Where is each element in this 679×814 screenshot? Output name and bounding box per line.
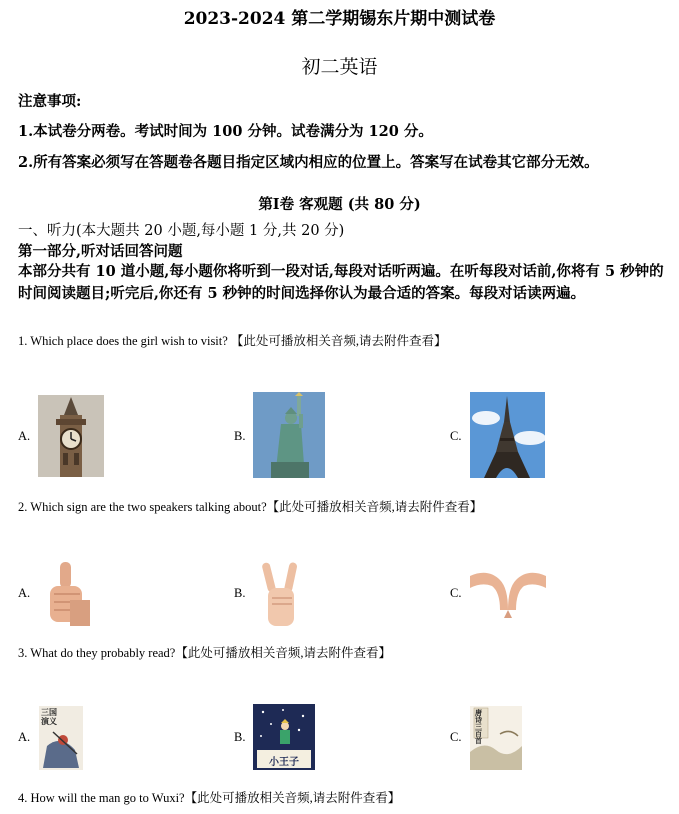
exam-title: 2023-2024 第二学期锡东片期中测试卷	[183, 9, 496, 29]
three-kingdoms-book-image	[39, 706, 83, 770]
option-label: C.	[450, 586, 462, 600]
notice-heading: 注意事项:	[18, 93, 82, 110]
book-cover-title: 唐诗三百首	[475, 708, 482, 745]
instructions: 本部分共有 10 道小题,每小题你将听到一段对话,每段对话听两遍。在听每段对话前,你将有 5 秒钟的时间阅读题目;听完后,你还有 5 秒钟的时间选择你认为最合适的答案。每段对话读两遍。	[18, 263, 664, 302]
book-cover-title: 小王子	[269, 757, 299, 768]
question-1: 1. Which place does the girl wish to visit? 【此处可播放相关音频,请去附件查看】	[18, 334, 447, 348]
sub-heading: 第一部分,听对话回答问题	[18, 243, 183, 260]
option-label: C.	[450, 429, 462, 443]
big-ben-image	[38, 395, 104, 477]
option-label: A.	[18, 429, 31, 443]
exam-subtitle: 初二英语	[301, 56, 378, 78]
option-label: C.	[450, 730, 462, 744]
question-2: 2. Which sign are the two speakers talking about?【此处可播放相关音频,请去附件查看】	[18, 500, 483, 514]
option-label: A.	[18, 730, 31, 744]
victory-sign-image	[262, 560, 302, 626]
part-heading: 一、听力(本大题共 20 小题,每小题 1 分,共 20 分)	[18, 223, 345, 239]
option-label: B.	[234, 429, 246, 443]
tang-poems-book-image	[470, 706, 522, 770]
option-label: A.	[18, 586, 31, 600]
question-4: 4. How will the man go to Wuxi?【此处可播放相关音频,请去附件查看】	[18, 791, 401, 805]
question-3: 3. What do they probably read?【此处可播放相关音频,请去附件查看】	[18, 646, 391, 660]
little-prince-book-image	[253, 704, 315, 770]
option-label: B.	[234, 730, 246, 744]
eiffel-tower-image	[470, 392, 545, 478]
book-cover-title: 三国演义	[41, 707, 57, 726]
option-label: B.	[234, 586, 246, 600]
statue-of-liberty-image	[253, 392, 325, 478]
notice-item: 1.本试卷分两卷。考试时间为 100 分钟。试卷满分为 120 分。	[18, 123, 433, 140]
volume-heading: 第Ⅰ卷 客观题 (共 80 分)	[258, 196, 421, 213]
notice-item: 2.所有答案必须写在答题卷各题目指定区域内相应的位置上。答案写在试卷其它部分无效。	[18, 154, 599, 171]
heart-hands-image	[470, 566, 546, 620]
thumbs-up-image	[40, 560, 90, 626]
